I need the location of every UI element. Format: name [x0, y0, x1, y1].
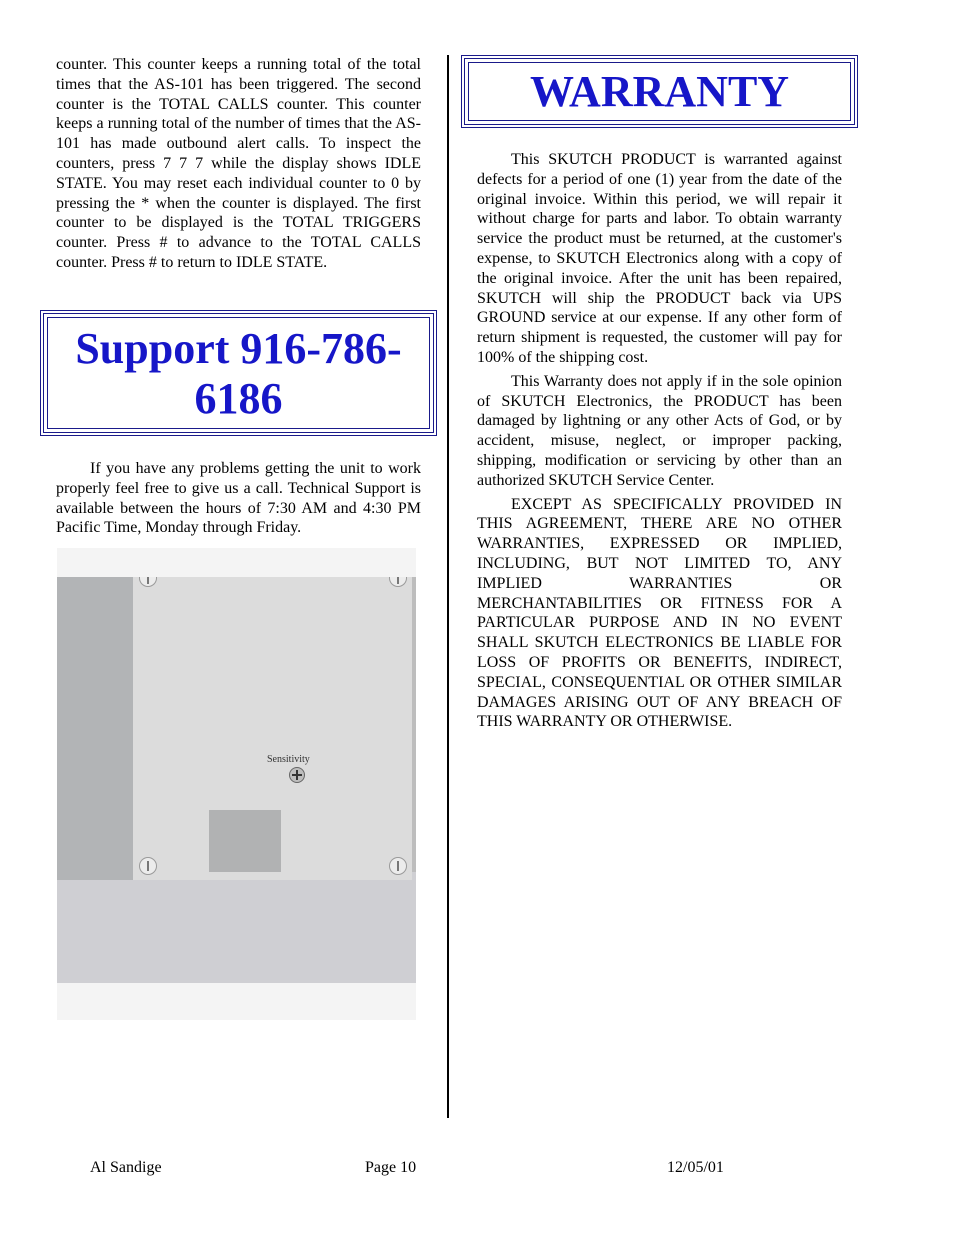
column-divider [447, 55, 449, 1118]
device-connector-block [209, 810, 281, 872]
warranty-disclaimer-paragraph: EXCEPT AS SPECIFICALLY PROVIDED IN THIS AGREEMENT, THERE ARE NO OTHER WARRANTIES, EXPRESSED OR IMPLIED, INCLUDING, BUT NOT LIMITED TO, ANY IMPLIED WARRANTIES OR MERCHANTABILITIES OR FITNESS FOR A PARTICULAR PURPOSE AND IN NO EVENT SHALL SKUTCH ELECTRONICS BE LIABLE FOR LOSS OF PROFITS OR BENEFITS, INDIRECT, SPECIAL, CONSEQUENTIAL OR OTHER SIMILAR DAMAGES ARISING OUT OF ANY BREACH OF THIS WARRANTY OR OTHERWISE. [477, 495, 842, 731]
warranty-exclusion-paragraph: This Warranty does not apply if in the sole opinion of SKUTCH Electronics, the PRODUCT has been damaged by lightning or any other Acts of God, or by accident, misuse, neglect, or improper packing, shipping, modification or servicing by other than an authorized SKUTCH Service Center. [477, 372, 842, 489]
device-figure [57, 548, 416, 1020]
footer-author: Al Sandige [90, 1159, 162, 1176]
left-column [56, 55, 421, 273]
device-side-strip [57, 577, 133, 880]
warranty-paragraph: This SKUTCH PRODUCT is warranted against defects for a period of one (1) year from the date of the original invoice. Within this period, we will repair it without charge for parts and labor. To obtain warranty service the product must be returned, at the customer's expense, to SKUTCH Electronics along with a copy of the original invoice. After the unit has been repaired, SKUTCH will ship the PRODUCT back via UPS GROUND service at our expense. If any other form of return shipment is requested, the customer will pay for 100% of the shipping cost. [477, 151, 842, 366]
support-heading-box [43, 313, 434, 433]
screw-icon [139, 857, 157, 875]
footer-date: 12/05/01 [667, 1159, 724, 1176]
warranty-heading-box [464, 58, 855, 125]
support-section [56, 459, 421, 538]
support-heading: Support 916-786-6186 [75, 324, 402, 423]
sensitivity-label: Sensitivity [267, 754, 310, 765]
screw-icon [389, 857, 407, 875]
support-paragraph: If you have any problems getting the unit to work properly feel free to give us a call. Technical Support is available between the hours of 7:30 AM and 4:30 PM Pacific Time, Monday through Friday. [56, 460, 421, 537]
sensitivity-knob-icon [289, 767, 305, 783]
counter-continuation-paragraph: counter. This counter keeps a running total of the total times that the AS-101 has been triggered. The second counter is the TOTAL CALLS counter. This counter keeps a running total of the number of times that the AS-101 has made outbound alert calls. To inspect the counters, press 7 7 7 while the display shows IDLE STATE. You may reset each individual counter to 0 by pressing the * when the counter is displayed. The first counter to be displayed is the TOTAL TRIGGERS counter. Press # to advance to the TOTAL CALLS counter. Press # to return to IDLE STATE. [56, 56, 421, 271]
right-column [477, 150, 842, 732]
footer-page-number: Page 10 [365, 1159, 417, 1176]
warranty-heading: WARRANTY [529, 66, 790, 116]
device-right-edge [412, 577, 416, 872]
